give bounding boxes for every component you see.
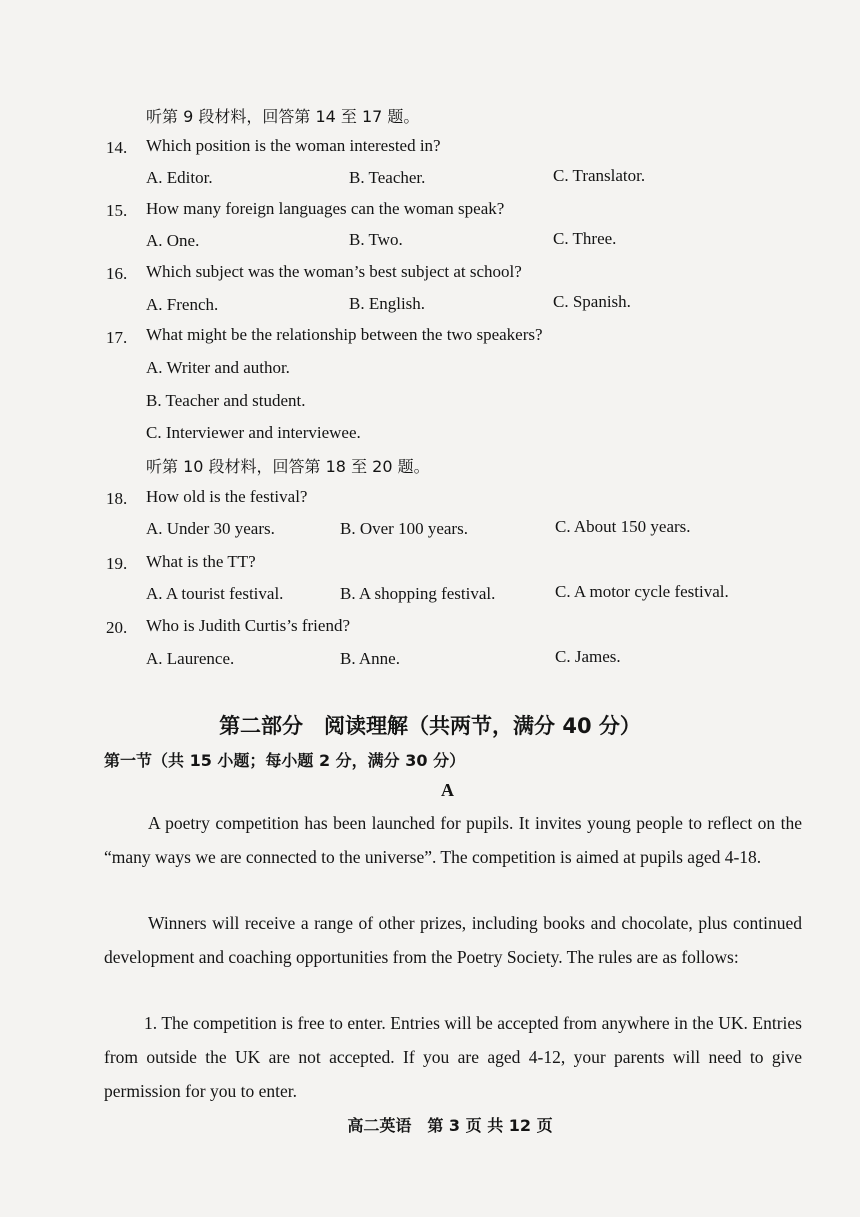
option-b: B. English. — [349, 294, 426, 313]
part-heading: 第二部分 阅读理解（共两节，满分 40 分） — [219, 714, 641, 738]
option-c: C. Translator. — [553, 166, 646, 185]
question-text: Which position is the woman interested in? — [146, 136, 441, 155]
passage-paragraph: 1. The competition is free to enter. Entries will be accepted from anywhere in the UK. Entries from outside the UK are not accepted. If you are aged 4-12, your parents will need to give permission for you to enter. — [104, 1013, 802, 1101]
question-text: Which subject was the woman’s best subject at school? — [146, 262, 522, 281]
passage-label: A — [441, 780, 454, 800]
listening-instruction-9: 听第 9 段材料，回答第 14 至 17 题。 — [146, 107, 420, 126]
option-c: C. Spanish. — [553, 292, 631, 311]
option-c: C. Three. — [553, 229, 617, 248]
option-a: A. Under 30 years. — [146, 519, 275, 538]
option-c: C. James. — [555, 647, 621, 666]
question-text: What is the TT? — [146, 552, 256, 571]
option-b: B. Teacher. — [349, 168, 426, 187]
section-heading: 第一节（共 15 小题；每小题 2 分，满分 30 分） — [104, 751, 466, 770]
question-text: How old is the festival? — [146, 487, 308, 506]
listening-instruction-10: 听第 10 段材料，回答第 18 至 20 题。 — [146, 457, 430, 476]
option-c: C. Interviewer and interviewee. — [146, 423, 361, 442]
option-a: A. One. — [146, 231, 200, 250]
option-b: B. Over 100 years. — [340, 519, 468, 538]
passage-paragraph: A poetry competition has been launched for pupils. It invites young people to reflect on the “many ways we are connected to the universe”. The competition is aimed at pupils aged 4-18. — [104, 813, 802, 867]
question-number: 19. — [106, 554, 128, 573]
option-a: A. Editor. — [146, 168, 213, 187]
question-text: What might be the relationship between the two speakers? — [146, 325, 543, 344]
question-text: How many foreign languages can the woman speak? — [146, 199, 505, 218]
option-a: A. Laurence. — [146, 649, 235, 668]
question-number: 14. — [106, 138, 128, 157]
option-b: B. Anne. — [340, 649, 400, 668]
option-b: B. A shopping festival. — [340, 584, 496, 603]
passage-paragraph: Winners will receive a range of other prizes, including books and chocolate, plus continued development and coaching opportunities from the Poetry Society. The rules are as follows: — [104, 913, 802, 967]
question-number: 20. — [106, 618, 128, 637]
question-number: 15. — [106, 201, 128, 220]
option-b: B. Two. — [349, 230, 403, 249]
option-a: A. French. — [146, 295, 219, 314]
option-b: B. Teacher and student. — [146, 391, 306, 410]
question-number: 16. — [106, 264, 128, 283]
question-text: Who is Judith Curtis’s friend? — [146, 616, 350, 635]
option-c: C. About 150 years. — [555, 517, 691, 536]
page-footer: 高二英语 第 3 页 共 12 页 — [347, 1116, 553, 1135]
option-a: A. Writer and author. — [146, 358, 290, 377]
option-a: A. A tourist festival. — [146, 584, 284, 603]
option-c: C. A motor cycle festival. — [555, 582, 729, 601]
question-number: 17. — [106, 328, 128, 347]
question-number: 18. — [106, 489, 128, 508]
